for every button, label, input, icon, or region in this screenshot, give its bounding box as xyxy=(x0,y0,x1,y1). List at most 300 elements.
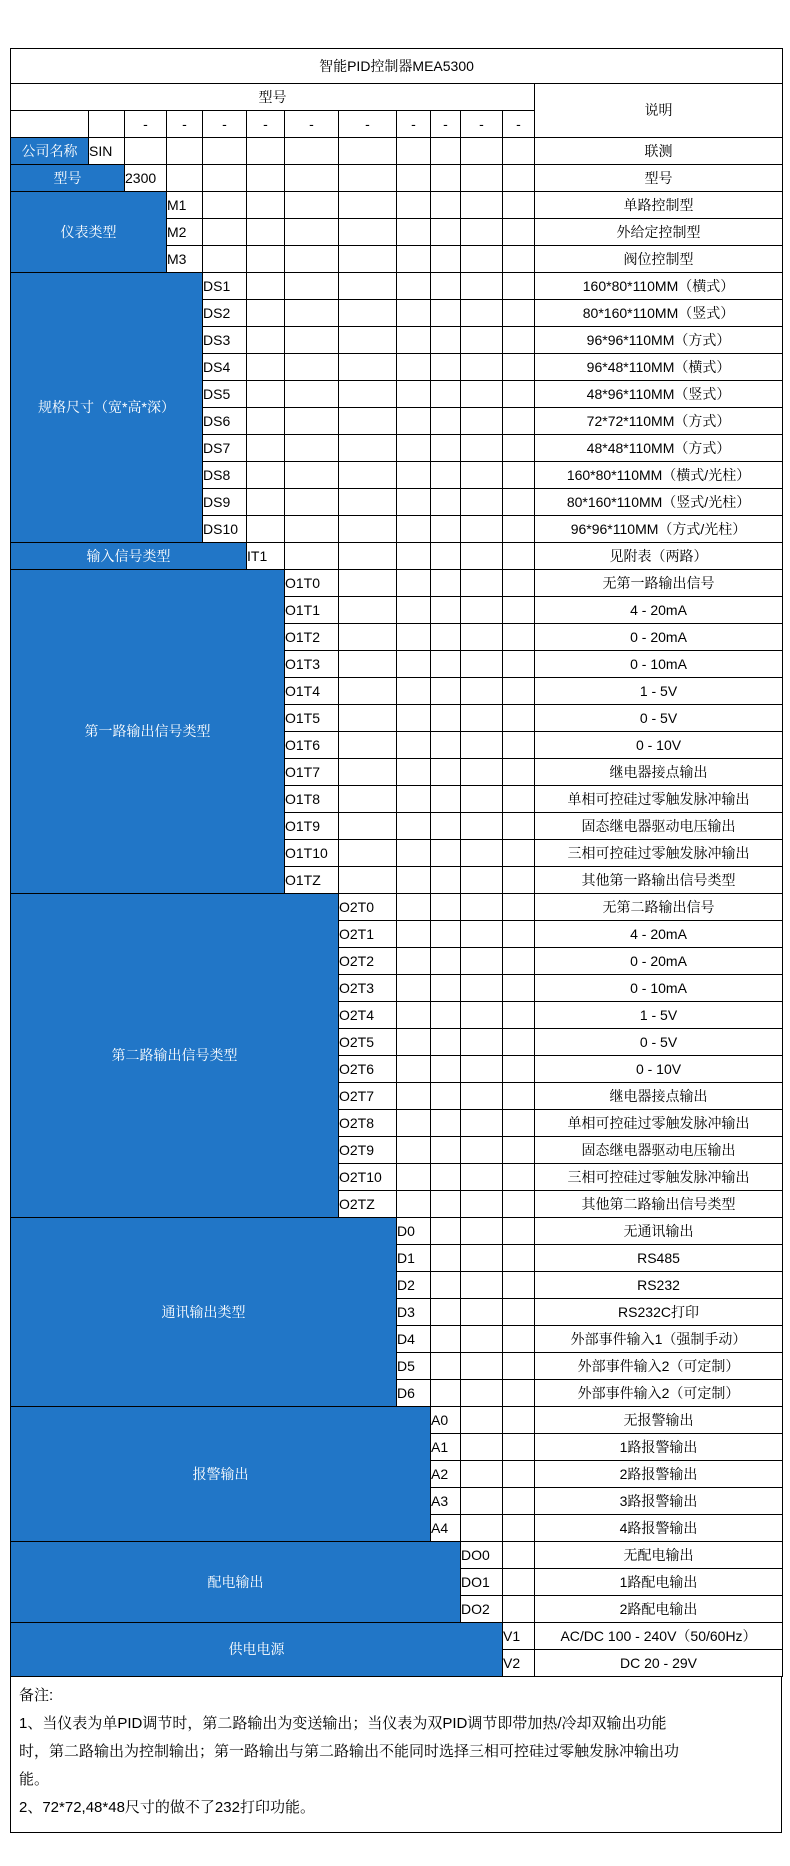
empty-cell xyxy=(285,489,339,516)
description-cell: 单相可控硅过零触发脉冲输出 xyxy=(535,786,783,813)
empty-cell xyxy=(461,1326,503,1353)
empty-cell xyxy=(461,921,503,948)
empty-cell xyxy=(397,489,431,516)
code-cell: O1T1 xyxy=(285,597,339,624)
code-cell: O1T4 xyxy=(285,678,339,705)
empty-cell xyxy=(431,435,461,462)
empty-cell xyxy=(503,1272,535,1299)
dash-cell: - xyxy=(397,111,431,138)
empty-cell xyxy=(397,894,431,921)
empty-cell xyxy=(503,1407,535,1434)
empty-cell xyxy=(247,435,285,462)
empty-cell xyxy=(503,1083,535,1110)
empty-cell xyxy=(397,624,431,651)
empty-cell xyxy=(397,813,431,840)
code-cell: A1 xyxy=(431,1434,461,1461)
empty-cell xyxy=(461,1515,503,1542)
model-header-cell: 型号 xyxy=(11,84,535,111)
description-cell: 1路配电输出 xyxy=(535,1569,783,1596)
empty-cell xyxy=(503,246,535,273)
empty-cell xyxy=(397,354,431,381)
empty-cell xyxy=(461,1245,503,1272)
empty-cell xyxy=(503,1110,535,1137)
empty-cell xyxy=(339,624,397,651)
empty-cell xyxy=(503,1569,535,1596)
description-cell: RS232 xyxy=(535,1272,783,1299)
empty-cell xyxy=(431,138,461,165)
empty-cell xyxy=(431,921,461,948)
description-cell: 160*80*110MM（横式/光柱） xyxy=(535,462,783,489)
empty-cell xyxy=(461,840,503,867)
model-selection-table xyxy=(10,48,783,1677)
empty-cell xyxy=(397,192,431,219)
code-cell: DS3 xyxy=(203,327,247,354)
empty-cell xyxy=(461,624,503,651)
empty-cell xyxy=(503,192,535,219)
description-cell: 4 - 20mA xyxy=(535,597,783,624)
empty-cell xyxy=(203,138,247,165)
empty-cell xyxy=(397,732,431,759)
description-cell: 无通讯输出 xyxy=(535,1218,783,1245)
empty-cell xyxy=(503,1326,535,1353)
empty-cell xyxy=(397,138,431,165)
empty-cell xyxy=(247,246,285,273)
empty-cell xyxy=(203,165,247,192)
empty-cell xyxy=(461,327,503,354)
empty-cell xyxy=(339,192,397,219)
empty-cell xyxy=(503,1002,535,1029)
empty-cell xyxy=(503,516,535,543)
empty-cell xyxy=(339,381,397,408)
code-cell: M1 xyxy=(167,192,203,219)
code-cell: DS9 xyxy=(203,489,247,516)
code-cell: O1T0 xyxy=(285,570,339,597)
category-label-distribution-output: 配电输出 xyxy=(11,1542,461,1623)
code-cell: DS1 xyxy=(203,273,247,300)
code-cell: DS6 xyxy=(203,408,247,435)
description-cell: 96*48*110MM（横式） xyxy=(535,354,783,381)
empty-cell xyxy=(285,138,339,165)
note-line: 时，第二路输出为控制输出；第一路输出与第二路输出不能同时选择三相可控硅过零触发脉冲输出功 xyxy=(19,1743,680,1760)
dash-cell: - xyxy=(167,111,203,138)
empty-cell xyxy=(397,570,431,597)
empty-cell xyxy=(431,246,461,273)
empty-cell xyxy=(503,1461,535,1488)
empty-cell xyxy=(503,732,535,759)
empty-cell xyxy=(339,435,397,462)
empty-cell xyxy=(285,354,339,381)
code-cell: O2T7 xyxy=(339,1083,397,1110)
empty-cell xyxy=(247,273,285,300)
empty-cell xyxy=(431,1137,461,1164)
empty-cell xyxy=(503,1029,535,1056)
empty-cell xyxy=(431,597,461,624)
empty-cell xyxy=(461,948,503,975)
empty-cell xyxy=(397,246,431,273)
empty-cell xyxy=(339,354,397,381)
empty-cell xyxy=(431,840,461,867)
empty-cell xyxy=(431,678,461,705)
empty-cell xyxy=(503,462,535,489)
empty-cell xyxy=(339,462,397,489)
code-cell: O1T10 xyxy=(285,840,339,867)
spec-row-2300 xyxy=(11,165,783,192)
code-cell: O1T2 xyxy=(285,624,339,651)
empty-cell xyxy=(431,1218,461,1245)
code-cell: D0 xyxy=(397,1218,431,1245)
empty-cell xyxy=(431,1272,461,1299)
description-cell: 型号 xyxy=(535,165,783,192)
empty-cell xyxy=(503,705,535,732)
empty-cell xyxy=(503,786,535,813)
empty-cell xyxy=(397,651,431,678)
empty-cell xyxy=(431,408,461,435)
description-cell: 阀位控制型 xyxy=(535,246,783,273)
empty-cell xyxy=(339,786,397,813)
empty-cell xyxy=(397,381,431,408)
empty-cell xyxy=(339,327,397,354)
description-cell: 固态继电器驱动电压输出 xyxy=(535,1137,783,1164)
empty-cell xyxy=(339,597,397,624)
empty-cell xyxy=(431,759,461,786)
spec-row-D0 xyxy=(11,1218,783,1245)
empty-cell xyxy=(461,1488,503,1515)
empty-cell xyxy=(461,1407,503,1434)
dash-cell: - xyxy=(247,111,285,138)
spec-row-O2T0 xyxy=(11,894,783,921)
empty-cell xyxy=(247,408,285,435)
empty-cell xyxy=(397,462,431,489)
description-cell: 单相可控硅过零触发脉冲输出 xyxy=(535,1110,783,1137)
empty-cell xyxy=(431,894,461,921)
description-cell: 1 - 5V xyxy=(535,1002,783,1029)
empty-cell xyxy=(461,381,503,408)
empty-cell xyxy=(503,570,535,597)
empty-cell xyxy=(339,759,397,786)
empty-cell xyxy=(397,435,431,462)
notes-section xyxy=(10,1676,782,1833)
empty-cell xyxy=(503,1299,535,1326)
empty-cell xyxy=(503,489,535,516)
code-cell: D3 xyxy=(397,1299,431,1326)
empty-cell xyxy=(431,165,461,192)
empty-cell xyxy=(247,381,285,408)
empty-cell xyxy=(503,1434,535,1461)
description-cell: DC 20 - 29V xyxy=(535,1650,783,1677)
description-cell: 2路配电输出 xyxy=(535,1596,783,1623)
empty-cell xyxy=(461,1461,503,1488)
empty-cell xyxy=(503,1218,535,1245)
description-cell: 联测 xyxy=(535,138,783,165)
empty-cell xyxy=(461,1272,503,1299)
empty-cell xyxy=(461,1191,503,1218)
empty-cell xyxy=(397,1137,431,1164)
empty-cell xyxy=(431,1353,461,1380)
description-cell: 96*96*110MM（方式/光柱） xyxy=(535,516,783,543)
code-cell: O2T10 xyxy=(339,1164,397,1191)
description-cell: 固态继电器驱动电压输出 xyxy=(535,813,783,840)
empty-cell xyxy=(461,1380,503,1407)
empty-cell xyxy=(397,921,431,948)
description-cell: 0 - 5V xyxy=(535,1029,783,1056)
empty-cell xyxy=(503,1353,535,1380)
empty-cell xyxy=(461,651,503,678)
code-cell: O1T8 xyxy=(285,786,339,813)
empty-cell xyxy=(503,1137,535,1164)
empty-cell xyxy=(461,1056,503,1083)
code-cell: D6 xyxy=(397,1380,431,1407)
empty-cell xyxy=(461,1110,503,1137)
description-cell: 继电器接点输出 xyxy=(535,759,783,786)
empty-cell xyxy=(461,165,503,192)
code-cell: DO0 xyxy=(461,1542,503,1569)
empty-cell xyxy=(503,867,535,894)
description-cell: 4路报警输出 xyxy=(535,1515,783,1542)
empty-cell xyxy=(503,975,535,1002)
empty-cell xyxy=(397,759,431,786)
category-label-output2-signal-type: 第二路输出信号类型 xyxy=(11,894,339,1218)
empty-cell xyxy=(431,570,461,597)
empty-cell xyxy=(503,759,535,786)
empty-cell xyxy=(461,786,503,813)
empty-cell xyxy=(461,1434,503,1461)
code-cell: M3 xyxy=(167,246,203,273)
empty-cell xyxy=(461,1218,503,1245)
empty-cell xyxy=(285,165,339,192)
empty-cell xyxy=(503,408,535,435)
empty-cell xyxy=(503,219,535,246)
empty-cell xyxy=(339,138,397,165)
category-label-output1-signal-type: 第一路输出信号类型 xyxy=(11,570,285,894)
empty-cell xyxy=(461,894,503,921)
empty-cell xyxy=(431,1299,461,1326)
empty-cell xyxy=(285,300,339,327)
spec-row-O1T0 xyxy=(11,570,783,597)
description-cell: 外部事件输入2（可定制） xyxy=(535,1353,783,1380)
empty-cell xyxy=(461,1164,503,1191)
empty-cell xyxy=(431,354,461,381)
code-cell: O1T6 xyxy=(285,732,339,759)
empty-cell xyxy=(247,165,285,192)
empty-cell xyxy=(431,300,461,327)
code-cell: O1T9 xyxy=(285,813,339,840)
empty-cell xyxy=(397,327,431,354)
empty-cell xyxy=(431,381,461,408)
description-cell: 72*72*110MM（方式） xyxy=(535,408,783,435)
empty-cell xyxy=(203,246,247,273)
empty-cell xyxy=(461,1002,503,1029)
description-cell: RS485 xyxy=(535,1245,783,1272)
empty-cell xyxy=(397,1191,431,1218)
empty-cell xyxy=(431,219,461,246)
empty-cell xyxy=(285,516,339,543)
empty-cell xyxy=(247,219,285,246)
empty-cell xyxy=(461,732,503,759)
empty-cell xyxy=(503,300,535,327)
empty-cell xyxy=(397,678,431,705)
empty-cell xyxy=(431,1326,461,1353)
empty-cell xyxy=(397,219,431,246)
code-cell: O2T5 xyxy=(339,1029,397,1056)
empty-cell xyxy=(285,273,339,300)
code-cell: O2T8 xyxy=(339,1110,397,1137)
empty-cell xyxy=(285,435,339,462)
empty-cell xyxy=(397,543,431,570)
empty-cell xyxy=(339,732,397,759)
empty-cell xyxy=(285,246,339,273)
code-cell: A0 xyxy=(431,1407,461,1434)
spec-row-M1 xyxy=(11,192,783,219)
spec-row xyxy=(11,84,783,111)
empty-cell xyxy=(285,462,339,489)
empty-cell xyxy=(503,948,535,975)
empty-cell xyxy=(431,1002,461,1029)
dash-cell: - xyxy=(339,111,397,138)
empty-cell xyxy=(461,570,503,597)
empty-cell xyxy=(503,381,535,408)
empty-cell xyxy=(339,300,397,327)
code-cell: O2T6 xyxy=(339,1056,397,1083)
spec-row xyxy=(11,49,783,84)
code-cell: V2 xyxy=(503,1650,535,1677)
empty-cell xyxy=(431,975,461,1002)
code-cell: A2 xyxy=(431,1461,461,1488)
code-cell: DS8 xyxy=(203,462,247,489)
dash-cell: - xyxy=(203,111,247,138)
empty-cell xyxy=(247,138,285,165)
empty-cell xyxy=(339,678,397,705)
spec-row-IT1 xyxy=(11,543,783,570)
empty-cell xyxy=(503,624,535,651)
empty-cell xyxy=(461,867,503,894)
description-cell: 三相可控硅过零触发脉冲输出 xyxy=(535,840,783,867)
category-label-instrument-type: 仪表类型 xyxy=(11,192,167,273)
category-label-company-name: 公司名称 xyxy=(11,138,89,165)
empty-cell xyxy=(431,1164,461,1191)
description-cell: AC/DC 100 - 240V（50/60Hz） xyxy=(535,1623,783,1650)
empty-cell xyxy=(431,948,461,975)
category-label-power-supply: 供电电源 xyxy=(11,1623,503,1677)
empty-cell xyxy=(397,273,431,300)
empty-cell xyxy=(397,948,431,975)
empty-cell xyxy=(89,111,125,138)
description-cell: 0 - 10V xyxy=(535,1056,783,1083)
empty-cell xyxy=(503,1380,535,1407)
empty-cell xyxy=(203,219,247,246)
code-cell: A3 xyxy=(431,1488,461,1515)
empty-cell xyxy=(461,138,503,165)
description-cell: 48*96*110MM（竖式） xyxy=(535,381,783,408)
code-cell: 2300 xyxy=(125,165,167,192)
code-cell: O1TZ xyxy=(285,867,339,894)
description-cell: 其他第二路输出信号类型 xyxy=(535,1191,783,1218)
code-cell: D2 xyxy=(397,1272,431,1299)
description-cell: 4 - 20mA xyxy=(535,921,783,948)
description-cell: 96*96*110MM（方式） xyxy=(535,327,783,354)
description-cell: 160*80*110MM（横式） xyxy=(535,273,783,300)
empty-cell xyxy=(431,489,461,516)
empty-cell xyxy=(461,462,503,489)
empty-cell xyxy=(461,516,503,543)
empty-cell xyxy=(339,165,397,192)
description-cell: 48*48*110MM（方式） xyxy=(535,435,783,462)
code-cell: IT1 xyxy=(247,543,285,570)
spec-table-body xyxy=(11,49,783,1677)
description-cell: 0 - 10mA xyxy=(535,975,783,1002)
description-cell: 见附表（两路） xyxy=(535,543,783,570)
empty-cell xyxy=(461,489,503,516)
code-cell: DS5 xyxy=(203,381,247,408)
empty-cell xyxy=(285,192,339,219)
empty-cell xyxy=(461,300,503,327)
empty-cell xyxy=(503,678,535,705)
code-cell: DS2 xyxy=(203,300,247,327)
empty-cell xyxy=(397,597,431,624)
code-cell: M2 xyxy=(167,219,203,246)
code-cell: O2T0 xyxy=(339,894,397,921)
description-cell: 1 - 5V xyxy=(535,678,783,705)
spec-row-SIN xyxy=(11,138,783,165)
empty-cell xyxy=(397,1083,431,1110)
code-cell: SIN xyxy=(89,138,125,165)
empty-cell xyxy=(431,624,461,651)
dash-cell: - xyxy=(431,111,461,138)
empty-cell xyxy=(397,516,431,543)
empty-cell xyxy=(461,246,503,273)
empty-cell xyxy=(503,327,535,354)
note-line: 备注: xyxy=(19,1687,54,1704)
empty-cell xyxy=(397,1029,431,1056)
empty-cell xyxy=(247,489,285,516)
description-cell: 0 - 20mA xyxy=(535,948,783,975)
dash-cell: - xyxy=(285,111,339,138)
note-line: 能。 xyxy=(19,1771,50,1788)
empty-cell xyxy=(431,813,461,840)
empty-cell xyxy=(503,1515,535,1542)
code-cell: O1T3 xyxy=(285,651,339,678)
description-cell: 0 - 10V xyxy=(535,732,783,759)
empty-cell xyxy=(431,867,461,894)
empty-cell xyxy=(397,867,431,894)
empty-cell xyxy=(503,597,535,624)
empty-cell xyxy=(431,651,461,678)
description-cell: 无报警输出 xyxy=(535,1407,783,1434)
description-cell: 80*160*110MM（竖式） xyxy=(535,300,783,327)
empty-cell xyxy=(461,759,503,786)
empty-cell xyxy=(431,1110,461,1137)
empty-cell xyxy=(461,1083,503,1110)
code-cell: D1 xyxy=(397,1245,431,1272)
empty-cell xyxy=(285,381,339,408)
empty-cell xyxy=(339,867,397,894)
dash-cell: - xyxy=(461,111,503,138)
category-label-comm-output-type: 通讯输出类型 xyxy=(11,1218,397,1407)
note-line: 1、当仪表为单PID调节时，第二路输出为变送输出；当仪表为双PID调节即带加热/冷却双输出功能 xyxy=(19,1715,667,1732)
empty-cell xyxy=(397,300,431,327)
empty-cell xyxy=(503,1596,535,1623)
code-cell: D4 xyxy=(397,1326,431,1353)
empty-cell xyxy=(285,543,339,570)
empty-cell xyxy=(431,543,461,570)
empty-cell xyxy=(431,192,461,219)
description-cell: 外部事件输入1（强制手动） xyxy=(535,1326,783,1353)
code-cell: D5 xyxy=(397,1353,431,1380)
dash-cell: - xyxy=(125,111,167,138)
empty-cell xyxy=(247,516,285,543)
empty-cell xyxy=(503,354,535,381)
empty-cell xyxy=(339,516,397,543)
dash-cell: - xyxy=(503,111,535,138)
